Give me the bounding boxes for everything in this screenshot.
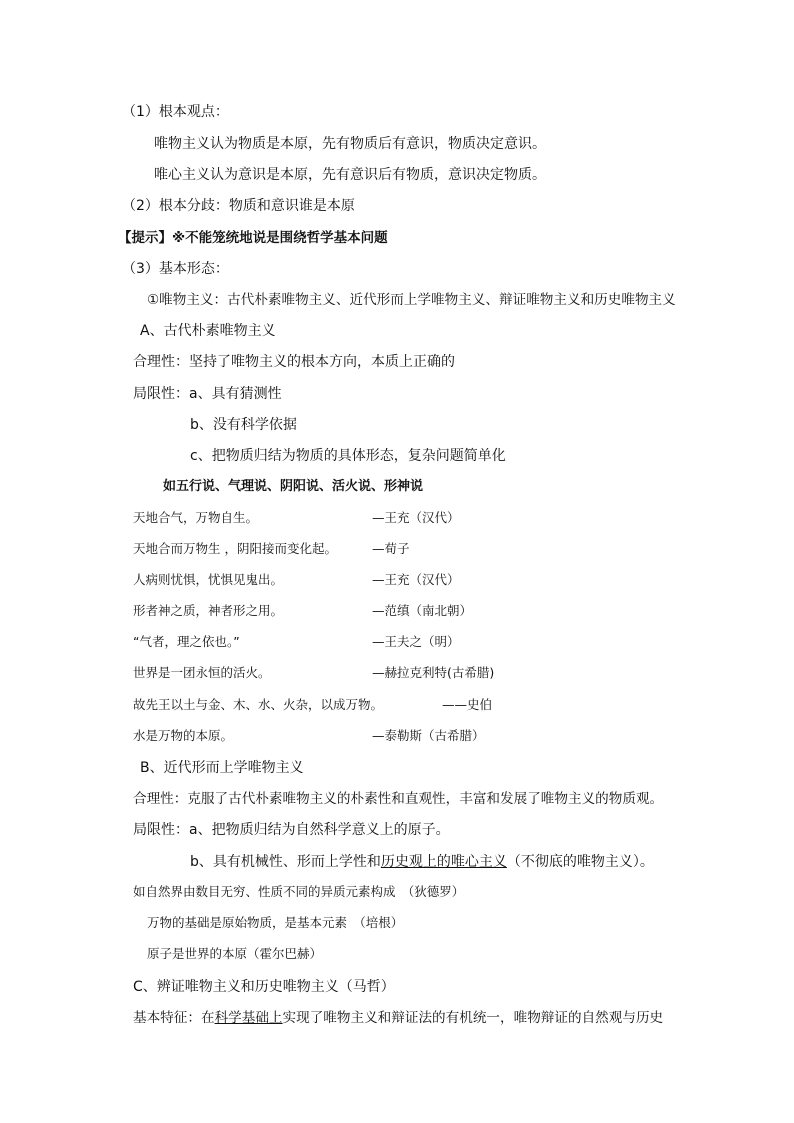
section-b-title: B、近代形而上学唯物主义	[140, 760, 304, 776]
heading-basic-view: （1）根本观点：	[122, 104, 229, 120]
section-b-limit-b	[190, 853, 654, 871]
quote-source: ——史伯	[442, 697, 493, 712]
limit-b-note: （不彻底的唯物主义）。	[506, 854, 654, 870]
section-a-title: A、古代朴素唯物主义	[140, 323, 276, 339]
quote-source: —荀子	[372, 541, 410, 556]
limit-b-text: b、具有机械性、形而上学性和	[190, 854, 381, 870]
example-bacon: 万物的基础是原始物质，是基本元素 （培根）	[147, 915, 404, 930]
heading-divergence: （2）根本分歧：物质和意识谁是本原	[122, 198, 355, 214]
quote-source: —范缜（南北朝）	[372, 603, 473, 618]
section-b-merit: 合理性：克服了古代朴素唯物主义的朴素性和直观性，丰富和发展了唯物主义的物质观。	[133, 791, 664, 807]
section-b-limit-a: 局限性：a、把物质归结为自然科学意义上的原子。	[133, 822, 450, 838]
quote-text: 天地合气，万物自生。	[133, 510, 259, 525]
section-c-feature	[133, 1009, 663, 1027]
quote-text: 人病则忧惧，忧惧见鬼出。	[133, 572, 284, 587]
quote-text: 世界是一团永恒的活火。	[133, 665, 271, 680]
examples-list: 如五行说、气理说、阴阳说、活火说、形神说	[163, 479, 424, 494]
limit-b-underlined: 历史观上的唯心主义	[380, 854, 507, 870]
tip-note: 【提示】※不能笼统地说是围绕哲学基本问题	[118, 230, 388, 246]
section-a-limit-c: c、把物质归结为物质的具体形态，复杂问题简单化	[190, 448, 506, 464]
heading-basic-forms: （3）基本形态：	[122, 261, 229, 277]
section-a-limit-a: 局限性：a、具有猜测性	[133, 386, 282, 402]
quote-text: 故先王以土与金、木、水、火杂，以成万物。	[133, 697, 384, 712]
quote-text: 形者神之质，神者形之用。	[133, 603, 284, 618]
section-c-title: C、辨证唯物主义和历史唯物主义（马哲）	[133, 979, 395, 995]
quote-text: 天地合而万物生 ，阴阳接而变化起。	[133, 541, 337, 556]
section-a-limit-b: b、没有科学依据	[190, 417, 297, 433]
quote-source: —赫拉克利特(古希腊)	[372, 665, 495, 680]
quote-source: —王充（汉代）	[372, 572, 460, 587]
quote-text: “气者，理之依也。”	[133, 634, 240, 649]
quote-source: —王充（汉代）	[372, 510, 460, 525]
quote-source: —泰勒斯（古希腊）	[372, 728, 485, 743]
idealism-view: 唯心主义认为意识是本原，先有意识后有物质，意识决定物质。	[154, 167, 546, 183]
quote-source: —王夫之（明）	[372, 634, 460, 649]
feature-rest: 实现了唯物主义和辩证法的有机统一，唯物辩证的自然观与历史	[282, 1010, 664, 1026]
materialism-view: 唯物主义认为物质是本原，先有物质后有意识，物质决定意识。	[154, 136, 546, 152]
materialism-forms: ①唯物主义：古代朴素唯物主义、近代形而上学唯物主义、辩证唯物主义和历史唯物主义	[147, 292, 676, 308]
quote-text: 水是万物的本原。	[133, 728, 234, 743]
feature-underlined: 科学基础上	[214, 1010, 283, 1026]
example-holbach: 原子是世界的本原（霍尔巴赫）	[147, 946, 323, 961]
example-diderot: 如自然界由数目无穷、性质不同的异质元素构成 （狄德罗）	[133, 884, 465, 899]
section-a-merit: 合理性：坚持了唯物主义的根本方向，本质上正确的	[133, 354, 455, 370]
feature-text: 基本特征：在	[133, 1010, 215, 1026]
